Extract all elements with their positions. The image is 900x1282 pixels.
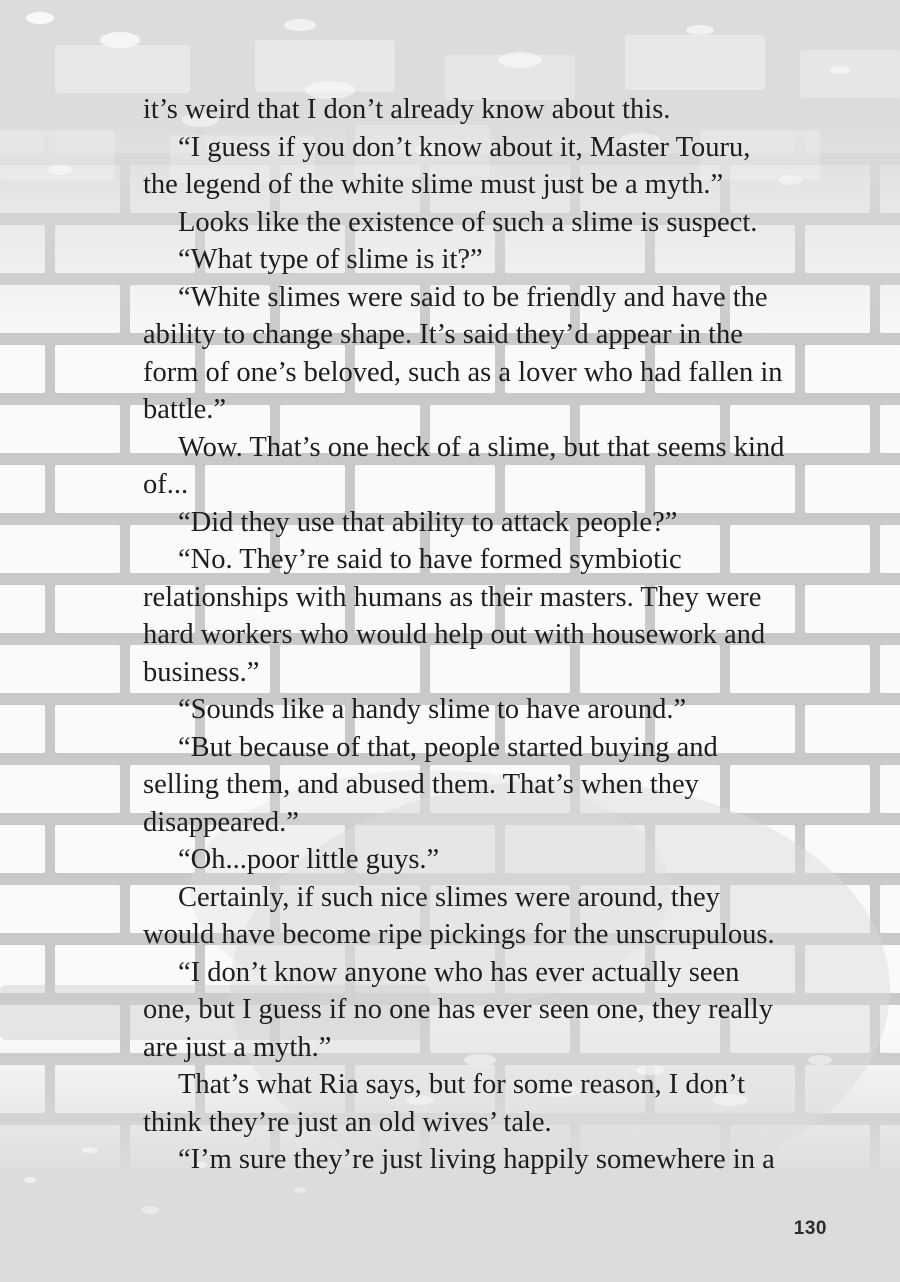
paragraph: “What type of slime is it?” <box>178 244 483 275</box>
page-number: 130 <box>793 1218 827 1239</box>
paragraph: it’s weird that I don’t already know about this. <box>143 94 671 125</box>
paragraph: “Sounds like a handy slime to have around.” <box>178 694 687 725</box>
paragraph: “Oh...poor little guys.” <box>178 844 440 875</box>
paragraph: Certainly, if such nice slimes were around, they would have become ripe pickings for the unscrupulous. <box>143 881 775 950</box>
paragraph: “White slimes were said to be friendly and have the ability to change shape. It’s said they’d appear in the form of one’s beloved, such as a lover who had fallen in battle.” <box>143 281 783 425</box>
paragraph: “I don’t know anyone who has ever actually seen one, but I guess if no one has ever seen one, they really are just a myth.” <box>143 956 773 1063</box>
paragraph: “I guess if you don’t know about it, Master Touru, the legend of the white slime must just be a myth.” <box>143 131 751 200</box>
paragraph: “Did they use that ability to attack people?” <box>178 506 678 538</box>
paragraph: “But because of that, people started buying and selling them, and abused them. That’s when they disappeared.” <box>143 731 718 838</box>
paragraph: Looks like the existence of such a slime is suspect. <box>178 206 758 238</box>
page-text <box>143 91 789 1179</box>
paragraph: Wow. That’s one heck of a slime, but that seems kind of... <box>143 431 785 500</box>
paragraph: “No. They’re said to have formed symbiotic relationships with humans as their masters. They were hard workers who would help out with housework and business.” <box>143 544 766 688</box>
paragraph: “I’m sure they’re just living happily somewhere in a <box>178 1144 775 1175</box>
paragraph: That’s what Ria says, but for some reason, I don’t think they’re just an old wives’ tale. <box>143 1069 745 1138</box>
